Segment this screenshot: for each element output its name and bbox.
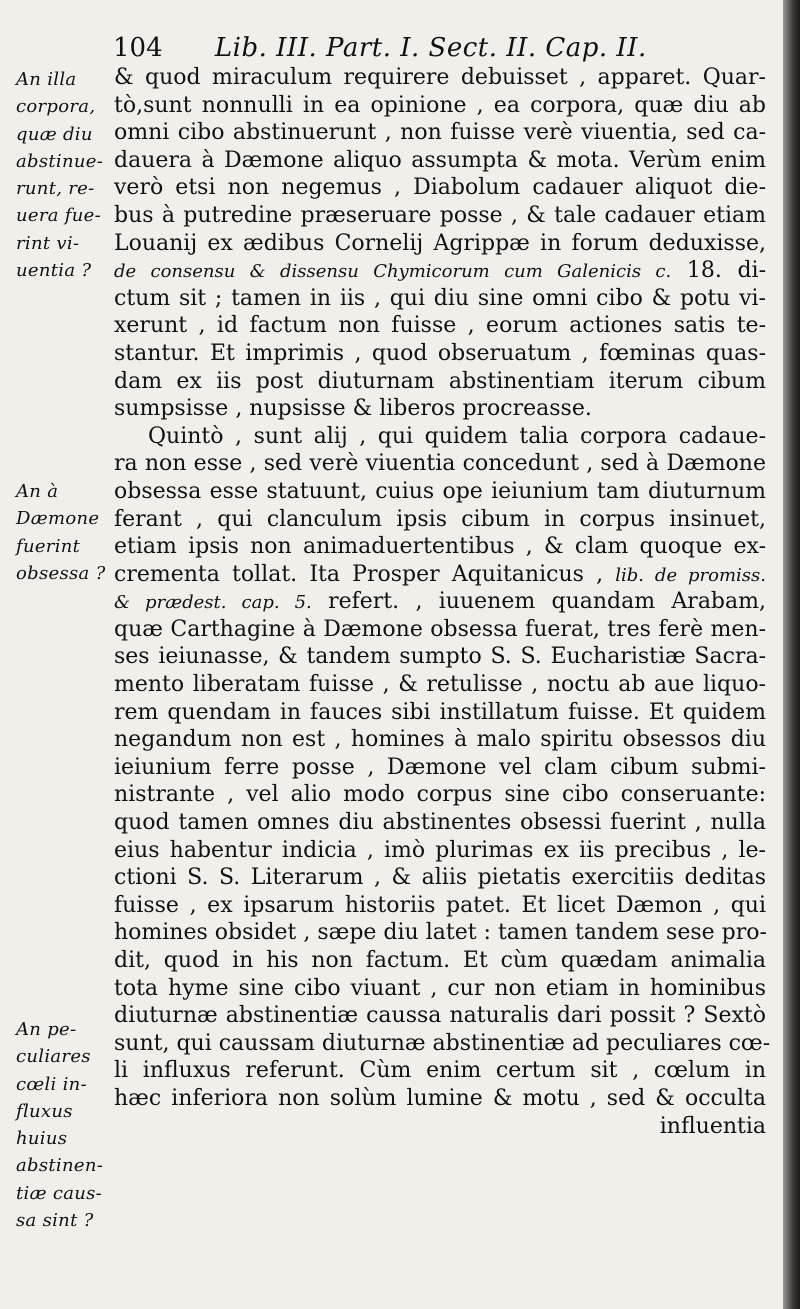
margin-note-line: An illa	[16, 69, 77, 90]
margin-note-line: fuerint	[16, 535, 81, 557]
text-line: ctioni S. S. Literarum , & aliis pietatis exercitiis deditas	[114, 865, 766, 891]
text-line: bus à putredine præseruare posse , & tale cadauer etiam	[114, 202, 766, 228]
text-line: & quod miraculum requirere debuisset , apparet. Quar-	[114, 65, 766, 90]
margin-note-line: uentia ?	[16, 260, 92, 282]
text-line: Louanij ex ædibus Cornelij Agrippæ in forum deduxisse,	[114, 230, 766, 256]
text-line: ra non esse , sed verè viuentia concedunt , sed à Dæmone	[114, 451, 766, 477]
text-line: li influxus referunt. Cùm enim certum sit , cœlum in	[114, 1058, 766, 1084]
text-line: nistrante , vel alio modo corpus sine cibo conseruante:	[114, 782, 766, 808]
text-line: fuisse , ex ipsarum historiis patet. Et licet Dæmon , qui	[114, 892, 766, 918]
text-line: sunt, qui caussam diuturnæ abstinentiæ ad peculiares cœ-	[114, 1030, 771, 1056]
citation: & prædest. cap. 5.	[114, 592, 312, 614]
text-line: diuturnæ abstinentiæ caussa naturalis dari possit ? Sextò	[114, 1003, 766, 1029]
text-line: eius habentur indicia , imò plurimas ex iis precibus , le-	[114, 837, 766, 863]
text-line: ses ieiunasse, & tandem sumpto S. S. Eucharistiæ Sacra-	[114, 644, 766, 670]
text-line: ferant , qui clanculum ipsis cibum in corpus insinuet,	[114, 506, 766, 532]
text-line: hæc inferiora non solùm lumine & motu , sed & occulta	[114, 1085, 766, 1111]
text-line: mento liberatam fuisse , & retulisse , noctu ab aue liquo-	[114, 672, 766, 698]
margin-note-line: abstinen-	[16, 1155, 104, 1177]
citation: lib. de promiss.	[615, 564, 766, 586]
text-line: tò,sunt nonnulli in ea opinione , ea corpora, quæ diu ab	[114, 92, 766, 118]
margin-note-line: An pe-	[16, 1019, 77, 1040]
margin-note-line: quæ diu	[16, 123, 93, 145]
text-line: homines obsidet , sæpe diu latet : tamen tandem sese pro-	[114, 920, 767, 946]
text-line: omni cibo abstinuerunt , non fuisse verè viuentia, sed ca-	[114, 120, 766, 146]
body-text	[114, 64, 771, 1140]
margin-note-line: fluxus	[16, 1100, 73, 1122]
margin-note-1	[16, 66, 103, 284]
margin-note-line: uera fue-	[16, 205, 101, 227]
text-line: etiam ipsis non animaduertentibus , & clam quoque ex-	[114, 534, 766, 560]
margin-note-line: abstinue-	[16, 150, 104, 172]
text-line: sumpsisse , nupsisse & liberos procreasse.	[114, 396, 592, 422]
text-line: quod tamen omnes diu abstinentes obsessi fuerint , nulla	[114, 810, 766, 836]
margin-note-line: runt, re-	[16, 178, 95, 200]
margin-note-line: Dæmone	[16, 508, 100, 530]
citation: de consensu & dissensu Chymicorum cum Galenicis c.	[114, 261, 672, 283]
margin-note-line: obsessa ?	[16, 562, 106, 584]
margin-note-line: An à	[16, 481, 59, 502]
text-line: dauera à Dæmone aliquo assumpta & mota. Verùm enim	[114, 147, 766, 173]
margin-note-line: corpora,	[16, 96, 96, 118]
margin-note-line: tiæ caus-	[16, 1182, 103, 1204]
margin-notes	[8, 0, 110, 1309]
margin-note-3	[16, 1016, 103, 1234]
margin-note-line: sa sint ?	[16, 1210, 94, 1232]
text-line: rem quendam in fauces sibi instillatum fuisse. Et quidem	[114, 699, 766, 725]
text-line: ctum sit ; tamen in iis , qui diu sine omni cibo & potu vi-	[114, 285, 766, 311]
margin-note-2	[16, 478, 106, 587]
text-line: ieiunium ferre posse , Dæmone vel clam cibum submi-	[114, 754, 766, 780]
text-line: crementa tollat. Ita Prosper Aquitanicus , lib. de promiss.	[114, 561, 766, 587]
text-line: tota hyme sine cibo viuant , cur non etiam in hominibus	[114, 975, 766, 1001]
text-line: verò etsi non negemus , Diabolum cadauer aliquot die-	[114, 175, 766, 201]
catchword: influentia	[659, 1113, 766, 1139]
page-edge-shadow	[783, 0, 800, 1309]
text-line: dit, quod in his non factum. Et cùm quædam animalia	[114, 948, 766, 973]
margin-note-line: culiares	[16, 1046, 91, 1068]
page-number: 104	[113, 33, 163, 63]
margin-note-line: huius	[16, 1128, 68, 1150]
text-line: quæ Carthagine à Dæmone obsessa fuerat, tres ferè men-	[114, 616, 766, 642]
running-head: Lib. III. Part. I. Sect. II. Cap. II.	[214, 33, 647, 63]
text-line: negandum non est , homines à malo spiritu obsessos diu	[114, 727, 766, 753]
text-line: de consensu & dissensu Chymicorum cum Galenicis c. 18. di-	[114, 258, 767, 284]
text-line: obsessa esse statuunt, cuius ope ieiunium tam diuturnum	[114, 478, 766, 504]
text-line: stantur. Et imprimis , quod obseruatum , fœminas quas-	[114, 340, 766, 366]
text-line: & prædest. cap. 5. refert. , iuuenem quandam Arabam,	[114, 589, 766, 615]
text-line: xerunt , id factum non fuisse , eorum actiones satis te-	[114, 313, 766, 339]
text-line: dam ex iis post diuturnam abstinentiam iterum cibum	[114, 368, 766, 394]
margin-note-line: cœli in-	[16, 1073, 87, 1095]
text-line: Quintò , sunt alij , qui quidem talia corpora cadaue-	[148, 423, 766, 449]
margin-note-line: rint vi-	[16, 232, 80, 254]
